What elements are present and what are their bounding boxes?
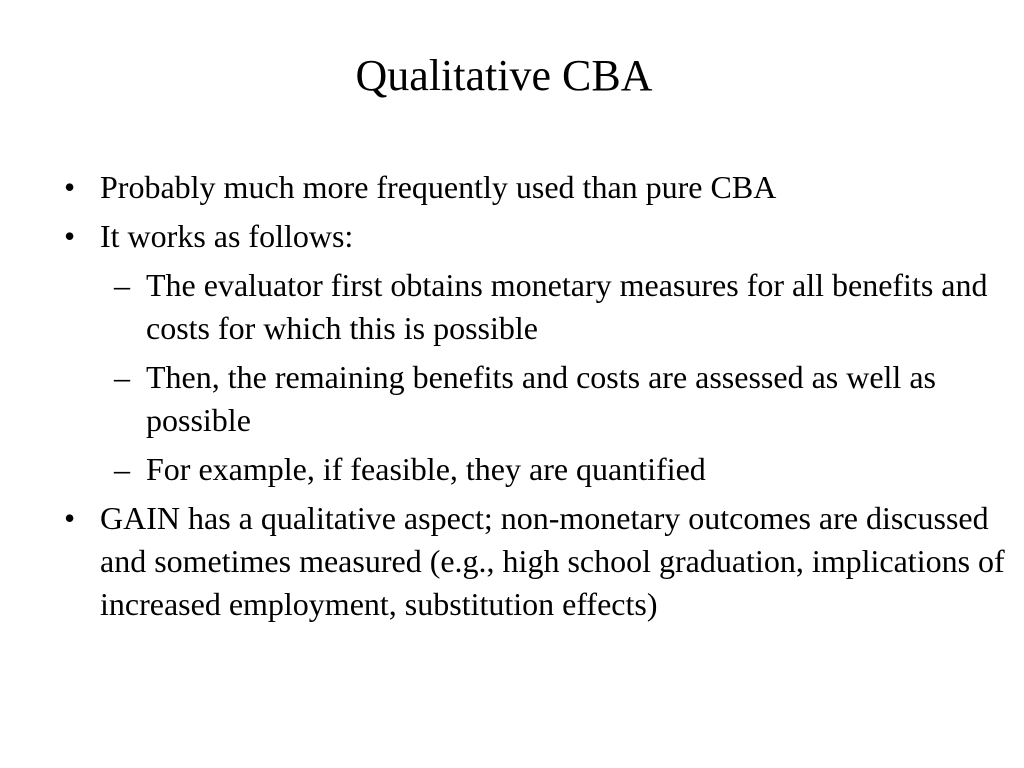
bullet-text: It works as follows: (100, 218, 354, 254)
bullet-text: GAIN has a qualitative aspect; non-monetary outcomes are discussed and sometimes measured (e.g., high school graduation, implications of increased employment, substitution effects) (100, 500, 1005, 622)
sub-bullet-marker: – (114, 359, 130, 395)
bullet-item (0, 166, 1010, 209)
sub-bullet-item (0, 264, 1010, 350)
sub-bullet-text: Then, the remaining benefits and costs are assessed as well as possible (146, 359, 936, 438)
bullet-marker: • (64, 218, 76, 254)
slide-content (0, 166, 1010, 632)
sub-bullet-list (0, 264, 1010, 491)
slide-title: Qualitative CBA (355, 51, 653, 100)
sub-bullet-text: The evaluator first obtains monetary measures for all benefits and costs for which this is possible (146, 267, 988, 346)
sub-bullet-marker: – (114, 267, 130, 303)
bullet-text: Probably much more frequently used than pure CBA (100, 169, 777, 205)
bullet-marker: • (64, 169, 76, 205)
bullet-marker: • (64, 500, 76, 536)
sub-bullet-item (0, 448, 1010, 491)
bullet-item (0, 215, 1010, 258)
sub-bullet-text: For example, if feasible, they are quantified (146, 451, 706, 487)
sub-bullet-marker: – (114, 451, 130, 487)
bullet-item (0, 497, 1010, 626)
sub-bullet-item (0, 356, 1010, 442)
